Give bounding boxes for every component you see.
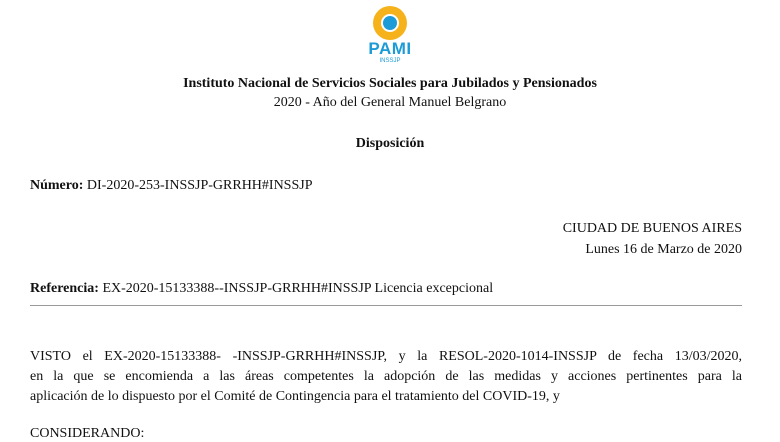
- visto-paragraph: [30, 347, 742, 407]
- institution-title: Instituto Nacional de Servicios Sociales para Jubilados y Pensionados: [183, 76, 597, 91]
- considerando-heading: CONSIDERANDO:: [30, 426, 145, 441]
- referencia-label: Referencia:: [30, 281, 99, 296]
- numero-value: DI-2020-253-INSSJP-GRRHH#INSSJP: [86, 178, 313, 193]
- numero-line: [30, 178, 313, 194]
- date: Lunes 16 de Marzo de 2020: [585, 242, 742, 257]
- logo-text: PAMI: [368, 39, 412, 58]
- divider: [30, 305, 742, 306]
- visto-line: en la que se encomienda a las áreas competentes la adopción de las medidas y acciones pertinentes para la: [30, 369, 742, 384]
- place: CIUDAD DE BUENOS AIRES: [562, 221, 742, 236]
- referencia-line: [30, 281, 493, 297]
- numero-label: Número:: [30, 178, 84, 193]
- referencia-value: EX-2020-15133388--INSSJP-GRRHH#INSSJP Licencia excepcional: [102, 281, 494, 296]
- logo-dot-icon: [383, 16, 397, 30]
- logo-subtext: INSSJP: [379, 58, 401, 64]
- document-type: Disposición: [355, 136, 425, 151]
- visto-line: VISTO el EX-2020-15133388- -INSSJP-GRRHH#INSSJP, y la RESOL-2020-1014-INSSJP de fecha 13/03/2020,: [30, 349, 742, 364]
- pami-logo: [366, 6, 414, 66]
- year-motto: 2020 - Año del General Manuel Belgrano: [273, 95, 507, 110]
- visto-line: aplicación de lo dispuesto por el Comité de Contingencia para el tratamiento del COVID-19, y: [30, 389, 560, 404]
